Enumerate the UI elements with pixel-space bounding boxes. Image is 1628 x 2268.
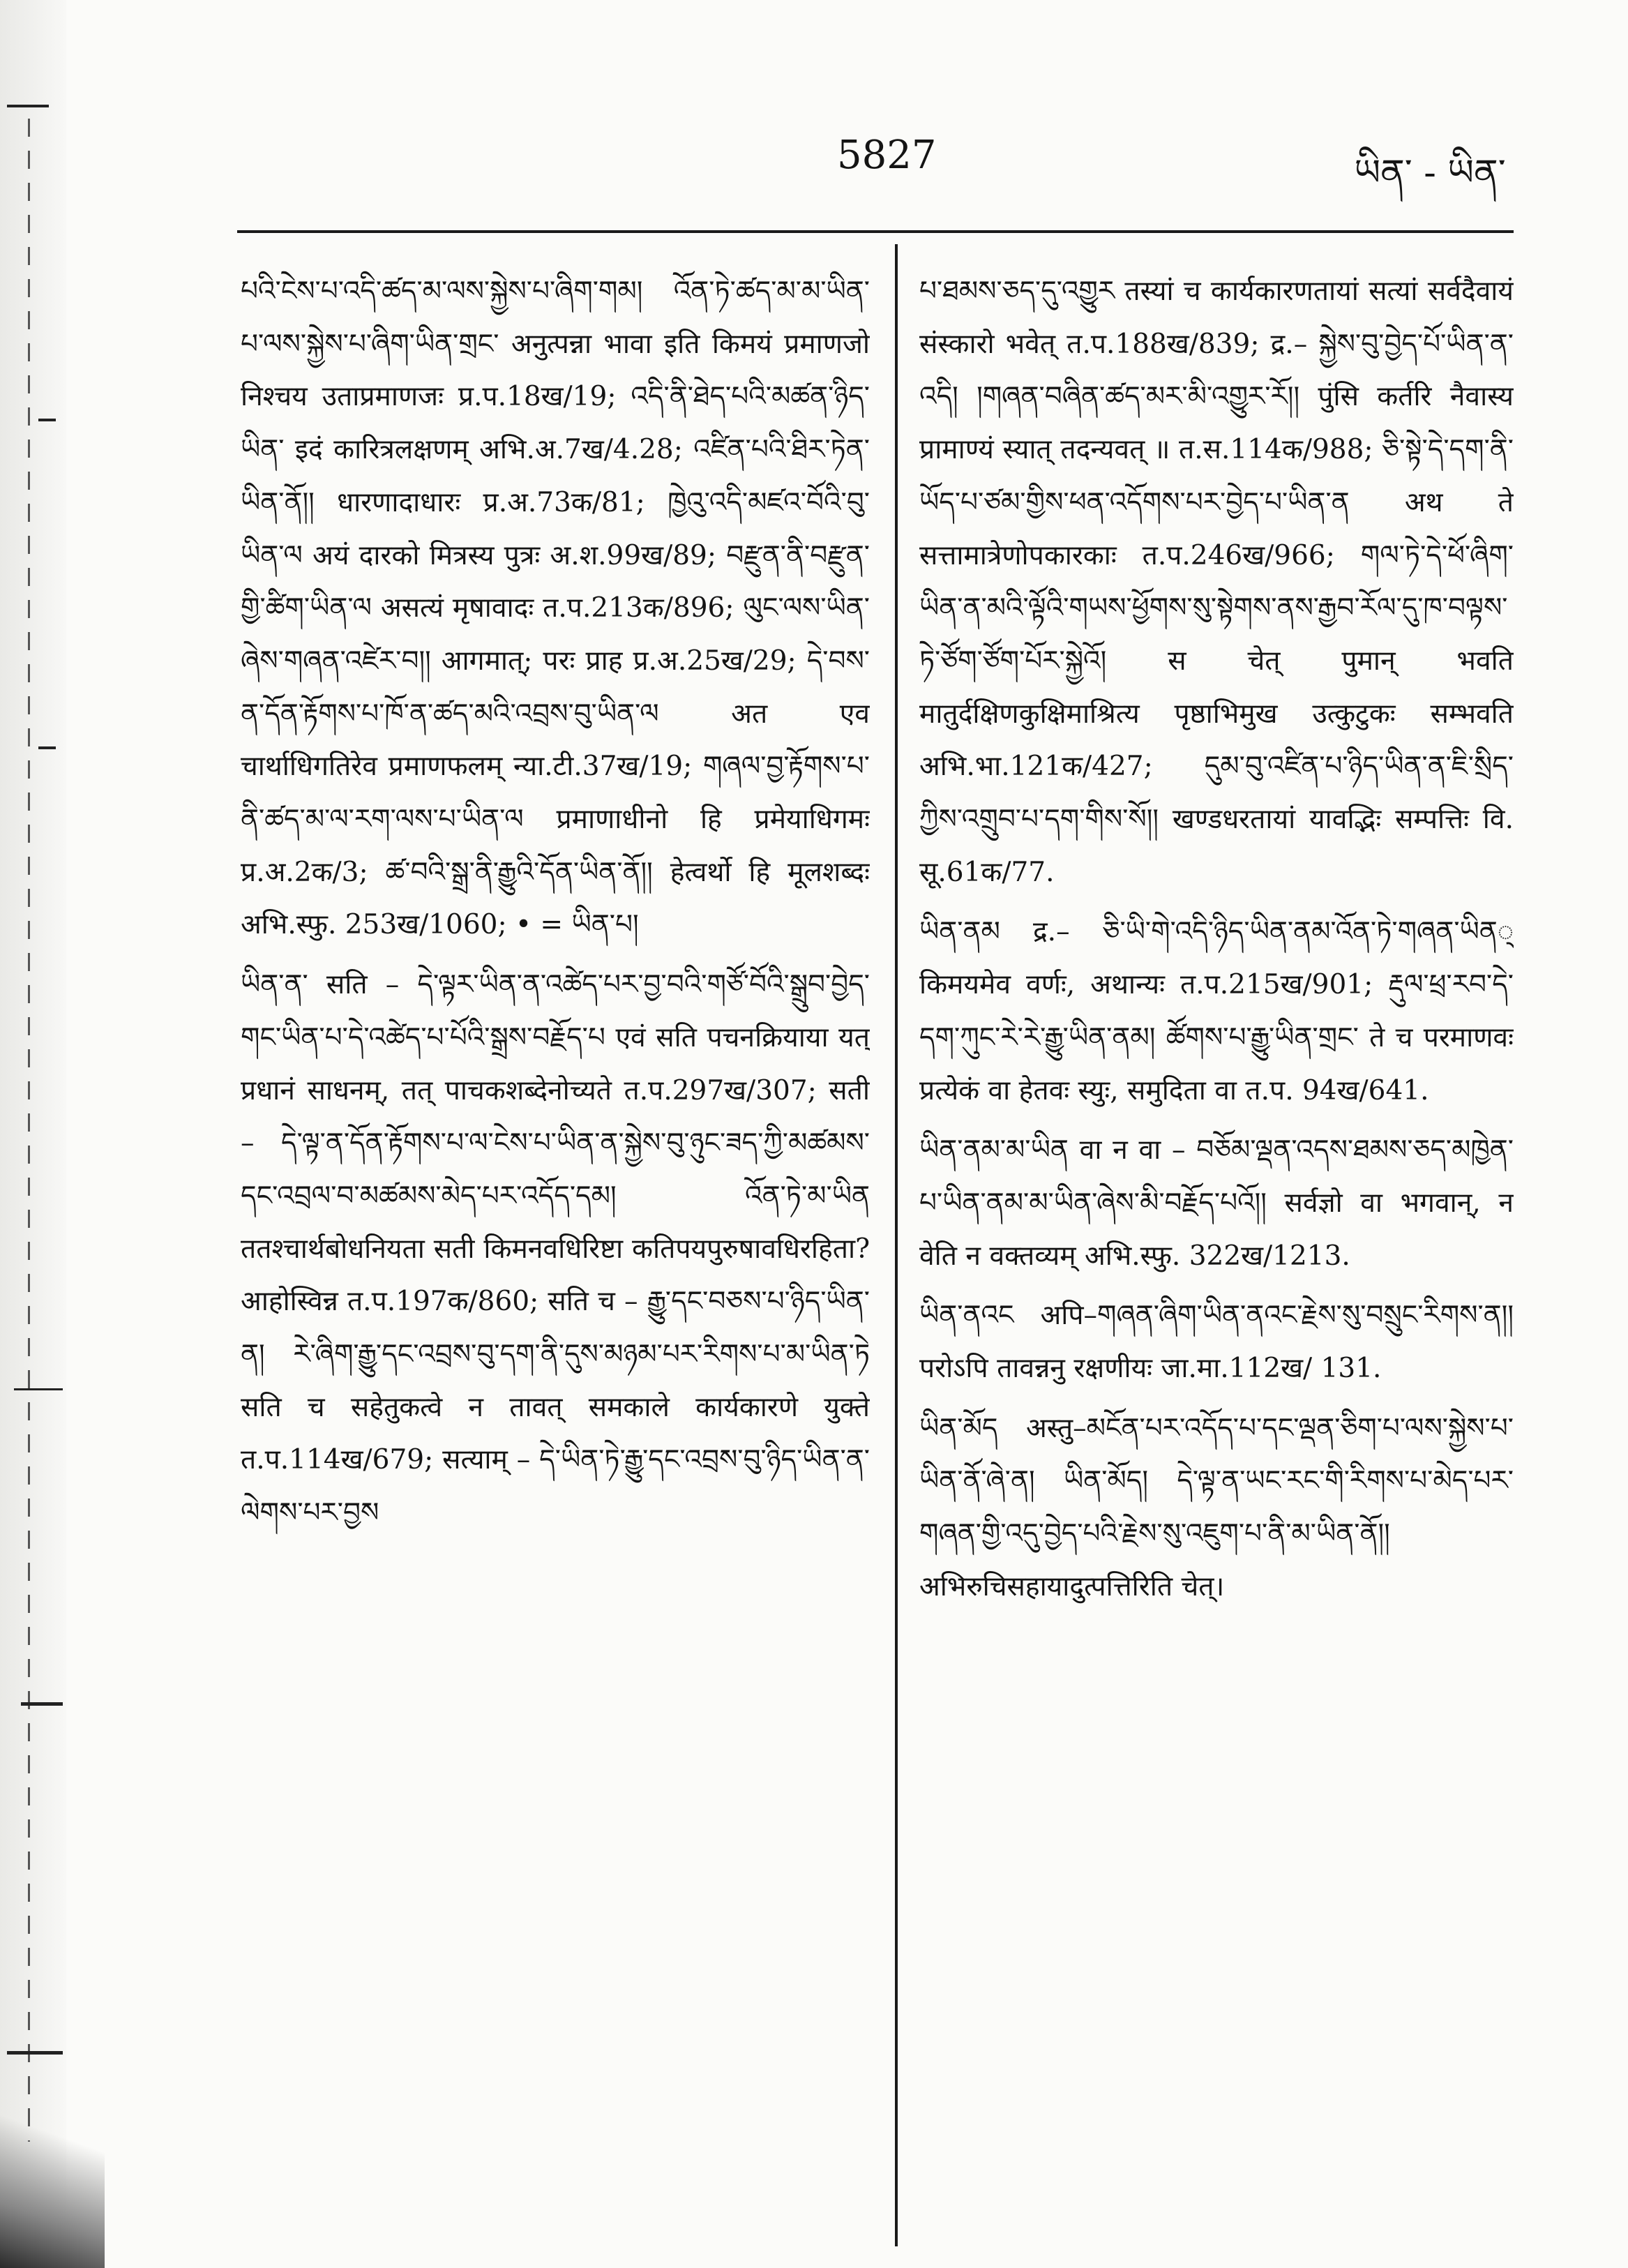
book-binding-edge <box>0 0 66 2268</box>
dictionary-entry: པ་ཐམས་ཅད་དུ་འགྱུར तस्यां च कार्यकारणतायां सत्यां सर्वदैवायं संस्कारो भवेत् त.प.188ख/839; द्र.– སྐྱེས་བུ་བྱེད་པོ་ཡིན་ན་འདི། །གཞན་བཞིན་ཚད་མར་མི་འགྱུར་རོ།། पुंसि कर्तरि नैवास्य प्रामाण्यं स्यात् तदन्यवत् ॥ त.स.114क/988; ཅི་སྟེ་དེ་དག་ནི་ཡོད་པ་ཙམ་གྱིས་ཕན་འདོགས་པར་བྱེད་པ་ཡིན་ན अथ ते सत्तामात्रेणोपकारकाः त.प.246ख/966; གལ་ཏེ་དེ་ཕོ་ཞིག་ཡིན་ན་མའི་ལྟོའི་གཡས་ཕྱོགས་སུ་སྟེགས་ནས་རྒྱབ་རོལ་དུ་ཁ་བལྟས་ཏེ་ཙོག་ཙོག་པོར་སྐྱེའོ། स चेत् पुमान् भवति मातुर्दक्षिणकुक्षिमाश्रित्य पृष्ठाभिमुख उत्कुटुकः सम्भवति अभि.भा.121क/427; དུམ་བུ་འཛིན་པ་ཉིད་ཡིན་ན་ཇི་སྲིད་ཀྱིས་འགྲུབ་པ་དག་གིས་སོ།། खण्डधरतायां यावद्भिः सम्पत्तिः वि. सू.61क/77. <box>919 276 1514 888</box>
binding-mark <box>7 2051 63 2055</box>
binding-mark <box>7 105 49 107</box>
dictionary-entry: ཡིན་ནའང अपि–གཞན་ཞིག་ཡིན་ནའང་རྗེས་སུ་བསྲུང་རིགས་ན།། परोऽपि तावन्ननु रक्षणीयः जा.मा.112ख/ 131. <box>919 1300 1514 1385</box>
binding-dashed-line <box>28 119 30 2142</box>
dictionary-entry: ཡིན་ནམ་མ་ཡིན वा न वा – བཅོམ་ལྡན་འདས་ཐམས་ཅད་མཁྱེན་པ་ཡིན་ནམ་མ་ཡིན་ཞེས་མི་བརྗོད་པའོ།། सर्वज्ञो वा भगवान्, न वेति न वक्तव्यम् अभि.स्फु. 322ख/1213. <box>919 1134 1514 1272</box>
dictionary-entry: ཡིན་ནམ द्र.– ཅི་ཡི་གེ་འདི་ཉིད་ཡིན་ནམ་འོན་ཏེ་གཞན་ཡིན् किमयमेव वर्णः, अथान्यः त.प.215ख/901; རྡུལ་ཕྲ་རབ་དེ་དག་ཀུང་རེ་རེ་རྒྱུ་ཡིན་ནམ། ཚོགས་པ་རྒྱུ་ཡིན་གྲང་ ते च परमाणवः प्रत्येकं वा हेतवः स्युः, समुदिता वा त.प. 94ख/641. <box>919 916 1514 1106</box>
dictionary-entry: ཡིན་མོད अस्तु–མངོན་པར་འདོད་པ་དང་ལྡན་ཅིག་པ་ལས་སྐྱེས་པ་ཡིན་ནོ་ཞེ་ན། ཡིན་མོད། དེ་ལྟ་ན་ཡང་རང་གི་རིགས་པ་མེད་པར་གཞན་གྱི་འདུ་བྱེད་པའི་རྗེས་སུ་འཇུག་པ་ནི་མ་ཡིན་ནོ།། अभिरुचिसहायादुत्पत्तिरिति चेत्। <box>919 1412 1514 1602</box>
binding-mark <box>38 419 56 421</box>
right-column <box>919 265 1514 2260</box>
running-headword: ཡིན་ - ཡིན་ <box>1354 152 1506 194</box>
left-column <box>241 265 870 2260</box>
header-rule <box>237 230 1514 233</box>
dictionary-entry: པའི་ངེས་པ་འདི་ཚད་མ་ལས་སྐྱེས་པ་ཞིག་གམ། འོན་ཏེ་ཚད་མ་མ་ཡིན་པ་ལས་སྐྱེས་པ་ཞིག་ཡིན་གྲང་ अनुत्पन्ना भावा इति किमयं प्रमाणजो निश्चय उताप्रमाणजः प्र.प.18ख/19; འདི་ནི་ཐེད་པའི་མཚན་ཉིད་ཡིན་ इदं कारित्रलक्षणम् अभि.अ.7ख/4.28; འཛིན་པའི་ཐིར་ཏེན་ཡིན་ནོ།། धारणादाधारः प्र.अ.73क/81; ཁྱེའུ་འདི་མཛའ་བོའི་བུ་ཡིན་ལ अयं दारको मित्रस्य पुत्रः अ.श.99ख/89; བརྫུན་ནི་བརྫུན་གྱི་ཚིག་ཡིན་ལ असत्यं मृषावादः त.प.213क/896; ལུང་ལས་ཡིན་ཞེས་གཞན་འཛེར་བ།། आगमात्; परः प्राह प्र.अ.25ख/29; དེ་བས་ན་དོན་རྟོགས་པ་ཁོ་ན་ཚད་མའི་འབྲས་བུ་ཡིན་ལ अत एव चार्थाधिगतिरेव प्रमाणफलम् न्या.टी.37ख/19; གཞལ་བྱ་རྟོགས་པ་ནི་ཚད་མ་ལ་རག་ལས་པ་ཡིན་ལ प्रमाणाधीनो हि प्रमेयाधिगमः प्र.अ.2क/3; ཚ་བའི་སྒྲ་ནི་རྒྱུའི་དོན་ཡིན་ནོ།། हेत्वर्थो हि मूलशब्दः अभि.स्फु. 253ख/1060; • = ཡིན་པ། <box>241 276 870 941</box>
binding-mark <box>14 1388 63 1390</box>
binding-mark <box>38 746 56 749</box>
binding-mark <box>21 1702 63 1706</box>
dictionary-entry: ཡིན་ན་ सति – དེ་ལྟར་ཡིན་ན་འཚེད་པར་བྱ་བའི་གཙོ་བོའི་སྒྲུབ་བྱེད་གང་ཡིན་པ་དེ་འཚེད་པ་པོའི་སྒྲས་བརྗོད་པ एवं सति पचनक्रियाया यत् प्रधानं साधनम्, तत् पाचकशब्देनोच्यते त.प.297ख/307; सती – དེ་ལྟ་ན་དོན་རྟོགས་པ་ལ་ངེས་པ་ཡིན་ན་སྐྱེས་བུ་ཉུང་ཟད་ཀྱི་མཚམས་དང་འབྲལ་བ་མཚམས་མེད་པར་འདོད་དམ། འོན་ཏེ་མ་ཡིན ततश्चार्थबोधनियता सती किमनवधिरिष्टा कतिपयपुरुषावधिरहिता? आहोस्विन्न त.प.197क/860; सति च – རྒྱུ་དང་བཅས་པ་ཉིད་ཡིན་ན། རེ་ཞིག་རྒྱུ་དང་འབྲས་བུ་དག་ནི་དུས་མཉམ་པར་རིགས་པ་མ་ཡིན་ཏེ सति च सहेतुकत्वे न तावत् समकाले कार्यकारणे युक्ते त.प.114ख/679; सत्याम् – དེ་ཡིན་ཏེ་རྒྱུ་དང་འབྲས་བུ་ཉིད་ཡིན་ན་ལེགས་པར་བྱས <box>241 969 870 1529</box>
page-number: 5827 <box>837 133 937 178</box>
page-corner-shadow <box>0 2087 105 2268</box>
column-divider <box>895 244 898 2246</box>
